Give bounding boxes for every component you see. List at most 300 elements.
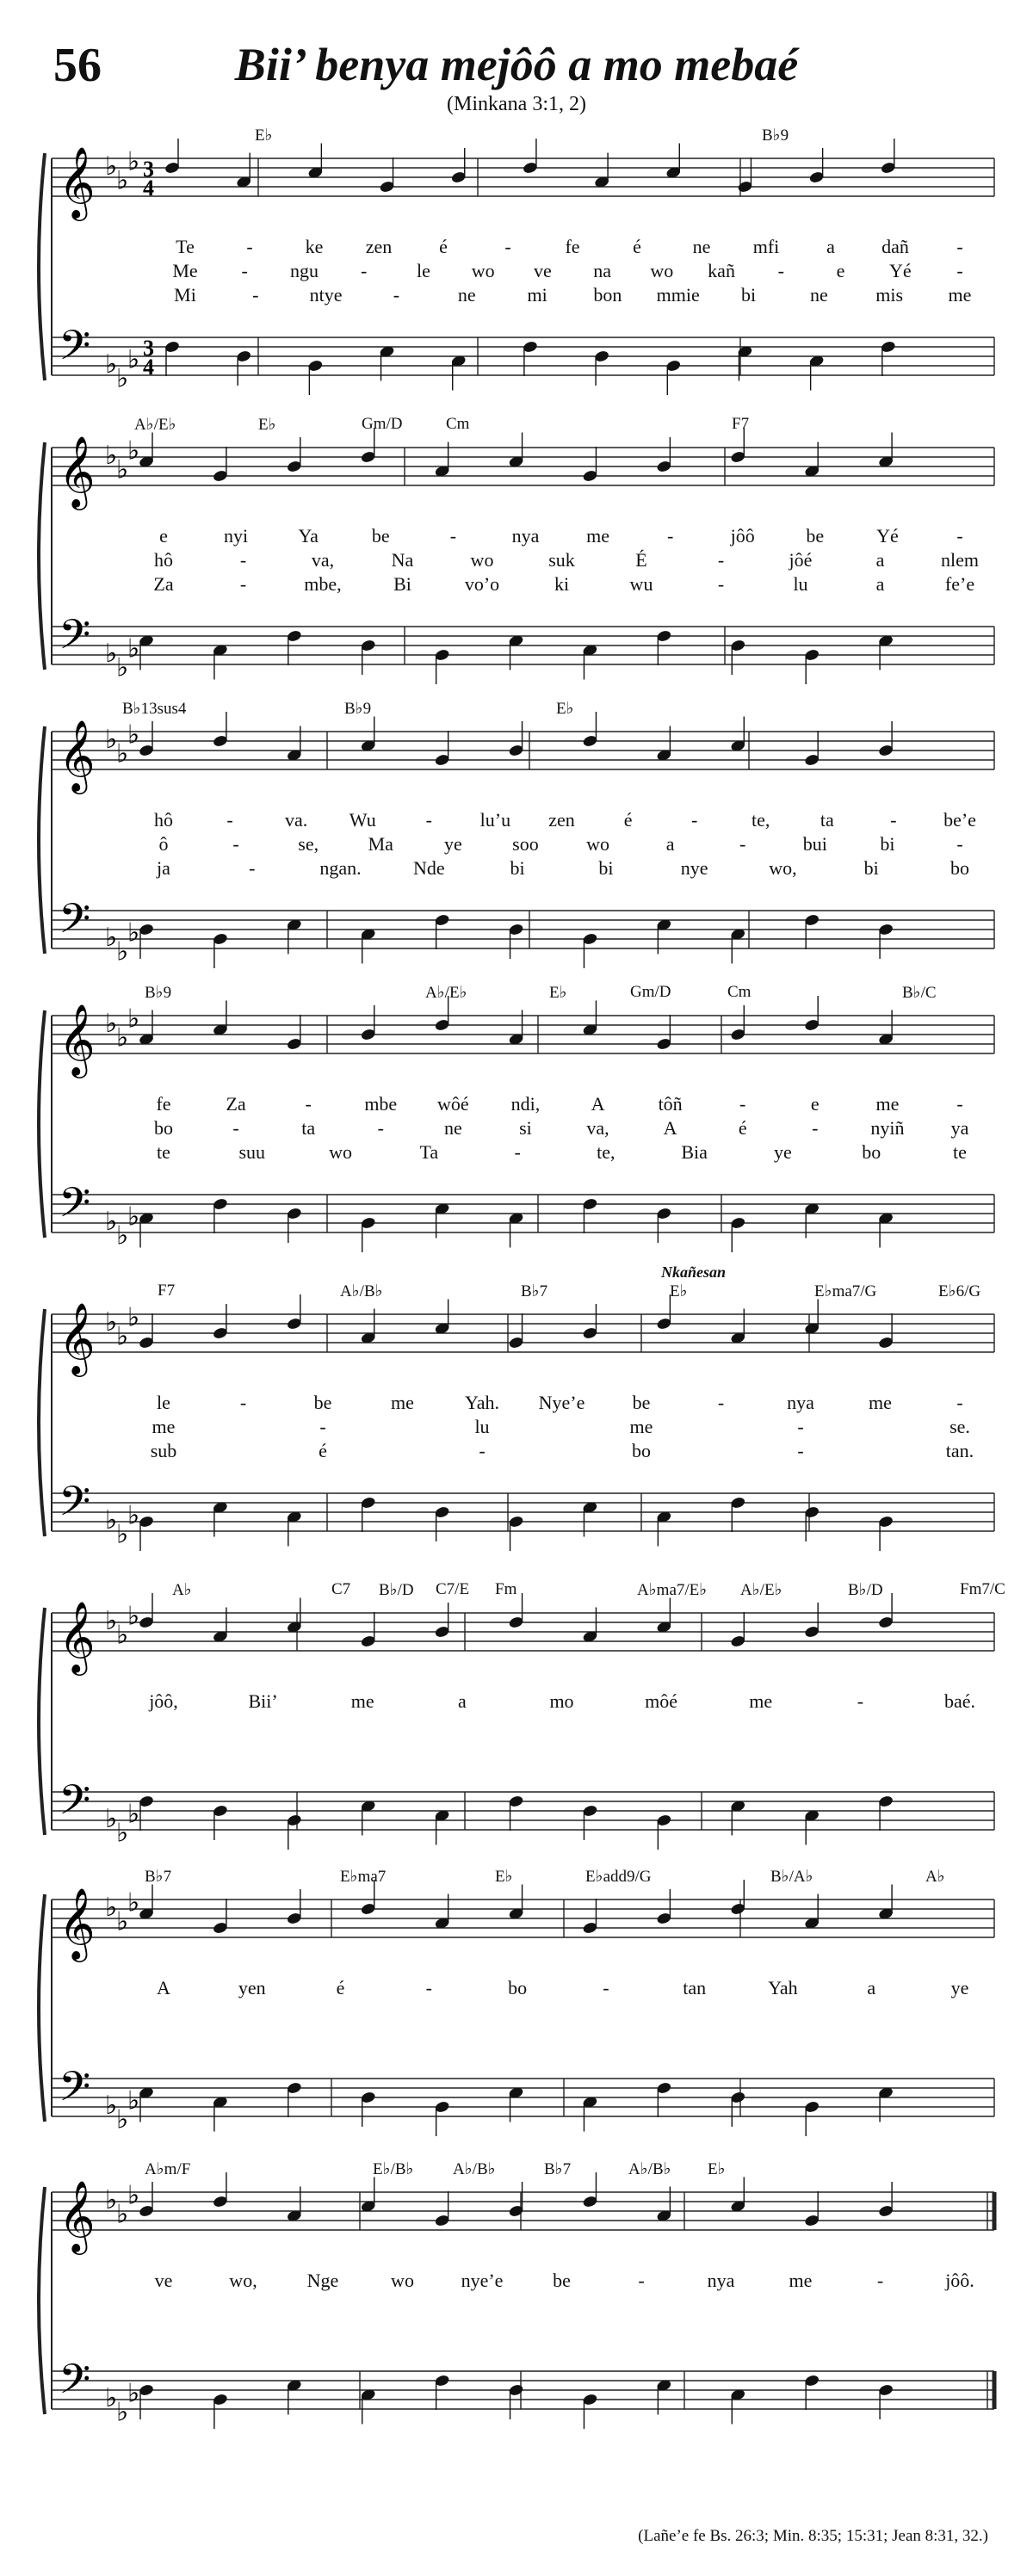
flat-icon: ♭: [116, 1023, 129, 1053]
chord-symbol: C7/E: [436, 1580, 470, 1598]
lyric-syllable: be: [313, 1392, 332, 1413]
chord-symbol: B♭7: [544, 2160, 572, 2178]
lyric-syllable: tan: [683, 1977, 707, 1998]
lyric-syllable: a: [665, 833, 675, 855]
system-7: [39, 1880, 994, 2136]
lyric-syllable: se,: [298, 833, 319, 855]
flat-icon: ♭: [105, 2186, 118, 2215]
chord-symbol: E♭: [549, 984, 567, 1002]
lyric-syllable: ngu: [289, 260, 319, 281]
lyric-syllable: kañ: [708, 260, 735, 281]
lyric-syllable: wo: [329, 1141, 352, 1163]
lyric-syllable: ye: [443, 833, 462, 855]
lyric-syllable: ntye: [309, 284, 343, 306]
hymn-title: Bii’ benya mejôô a mo mebaé: [234, 39, 799, 90]
chord-symbol: E♭add9/G: [585, 1868, 652, 1886]
lyric-syllable: -: [956, 833, 963, 855]
lyric-syllable: Ya: [298, 525, 319, 547]
flat-icon: ♭: [116, 2200, 129, 2229]
flat-icon: ♭: [105, 1208, 118, 1236]
treble-clef-icon: 𝄞: [59, 1003, 96, 1075]
lyric-syllable: wo: [470, 549, 494, 571]
flat-icon: ♭: [127, 2379, 140, 2408]
chord-symbol: C7: [331, 1580, 351, 1598]
lyric-syllable: me: [350, 1690, 374, 1712]
flat-icon: ♭: [127, 1800, 140, 1829]
lyric-syllable: fe: [156, 1093, 171, 1115]
chord-symbol: Gm/D: [630, 983, 671, 1001]
lyric-syllable: -: [232, 1117, 239, 1139]
lyric-syllable: bi: [740, 284, 757, 306]
lyric-syllable: -: [666, 525, 674, 547]
lyric-syllable: a: [875, 573, 885, 595]
footer-references: (Lañe’e fe Bs. 26:3; Min. 8:35; 15:31; Jean 8:31, 32.): [638, 2527, 988, 2545]
lyric-syllable: -: [739, 1093, 746, 1115]
flat-icon: ♭: [105, 924, 118, 952]
lyric-syllable: fe: [565, 236, 580, 257]
lyric-syllable: me: [749, 1690, 773, 1712]
lyric-syllable: se.: [949, 1416, 970, 1437]
chord-symbol: Cm: [727, 983, 752, 1001]
lyric-syllable: wo: [391, 2270, 414, 2291]
flat-icon: ♭: [116, 1819, 129, 1848]
flat-icon: ♭: [127, 1501, 140, 1530]
chord-symbol: Fm7/C: [960, 1580, 1005, 1598]
chord-symbol: Cm: [446, 415, 470, 433]
lyric-syllable: va,: [311, 549, 335, 571]
lyric-syllable: nye: [680, 857, 708, 879]
lyric-syllable: vo’o: [464, 573, 500, 595]
lyric-syllable: Te: [176, 236, 195, 257]
chord-symbol: A♭/E♭: [134, 416, 176, 434]
lyric-syllable: te: [953, 1141, 967, 1163]
lyric-syllable: -: [876, 2270, 884, 2291]
lyric-syllable: -: [239, 1392, 247, 1413]
lyric-syllable: lu: [793, 573, 808, 595]
lyric-syllable: -: [393, 284, 400, 306]
lyric-syllable: lu’u: [479, 809, 511, 831]
lyric-syllable: -: [717, 549, 725, 571]
lyric-syllable: Na: [391, 549, 414, 571]
lyric-syllable: te,: [597, 1141, 615, 1163]
chord-symbol: B♭/D: [848, 1581, 883, 1599]
flat-icon: ♭: [127, 634, 140, 664]
flat-icon: ♭: [105, 442, 118, 470]
flat-icon: ♭: [116, 937, 129, 967]
lyric-syllable: Ma: [368, 833, 393, 855]
treble-clef-icon: 𝄞: [59, 435, 96, 507]
chord-symbol: A♭/E♭: [740, 1581, 782, 1599]
chord-symbol: E♭: [670, 1282, 688, 1300]
lyric-syllable: Bia: [681, 1141, 708, 1163]
chord-symbol: E♭6/G: [938, 1282, 981, 1300]
lyric-syllable: ye: [950, 1977, 969, 1998]
lyric-syllable: si: [519, 1117, 532, 1139]
lyric-syllable: suk: [548, 549, 575, 571]
lyric-syllable: wo,: [769, 857, 797, 879]
lyric-syllable: a: [826, 236, 835, 257]
lyric-syllable: -: [717, 1392, 725, 1413]
chord-symbol: E♭: [708, 2160, 726, 2178]
lyric-syllable: A: [591, 1093, 605, 1115]
chord-symbol: E♭: [255, 127, 273, 145]
chord-symbol: F7: [158, 1282, 176, 1300]
lyric-syllable: bi: [598, 857, 614, 879]
lyric-syllable: e: [836, 260, 845, 281]
treble-clef-icon: 𝄞: [59, 1600, 96, 1672]
flat-icon: ♭: [116, 1322, 129, 1351]
flat-icon: ♭: [105, 1893, 118, 1922]
chord-symbol: E♭ma7/G: [814, 1282, 877, 1300]
lyric-syllable: be: [553, 2270, 571, 2291]
flat-icon: ♭: [116, 455, 129, 485]
chord-symbol: A♭/B♭: [340, 1282, 383, 1300]
flat-icon: ♭: [105, 1607, 118, 1635]
lyric-syllable: -: [361, 260, 368, 281]
lyric-syllable: tan.: [945, 1440, 974, 1461]
lyric-syllable: ngan.: [319, 857, 362, 879]
lyric-syllable: é: [439, 236, 448, 257]
chord-symbol: A♭/B♭: [453, 2160, 496, 2178]
lyric-syllable: -: [504, 236, 511, 257]
bass-clef-icon: 𝄢: [59, 894, 91, 953]
chord-symbol: B♭9: [762, 127, 789, 145]
lyric-syllable: Nye’e: [538, 1392, 585, 1413]
lyric-syllable: -: [603, 1977, 609, 1998]
treble-clef-icon: 𝄞: [59, 145, 96, 218]
lyric-syllable: -: [319, 1416, 326, 1437]
lyric-syllable: -: [246, 236, 253, 257]
lyric-syllable: mbe: [364, 1093, 398, 1115]
flat-icon: ♭: [105, 1010, 118, 1038]
system-2: [39, 428, 994, 684]
bass-clef-icon: 𝄢: [59, 1178, 91, 1237]
lyric-syllable: me: [391, 1392, 414, 1413]
lyric-syllable: é: [623, 809, 633, 831]
treble-clef-icon: 𝄞: [59, 1301, 96, 1374]
lyric-syllable: e: [810, 1093, 820, 1115]
lyric-syllable: Yé: [876, 525, 899, 547]
lyric-syllable: Ta: [419, 1141, 439, 1163]
lyric-syllable: -: [232, 833, 239, 855]
chord-symbol: B♭9: [145, 984, 172, 1002]
lyric-syllable: -: [239, 573, 247, 595]
lyric-syllable: a: [867, 1977, 876, 1998]
lyric-syllable: e: [159, 525, 168, 547]
bass-clef-icon: 𝄢: [59, 2062, 91, 2121]
lyric-syllable: le: [157, 1392, 170, 1413]
lyric-syllable: ke: [305, 236, 324, 257]
treble-clef-icon: 𝄞: [59, 2179, 96, 2252]
chord-symbol: B♭7: [145, 1868, 172, 1886]
lyric-syllable: -: [690, 809, 698, 831]
lyric-syllable: mi: [527, 284, 547, 306]
lyric-syllable: jôô: [730, 525, 755, 547]
flat-icon: ♭: [127, 1202, 140, 1232]
lyric-syllable: Yah.: [465, 1392, 499, 1413]
chord-symbol: Fm: [495, 1580, 517, 1598]
flat-icon: ♭: [116, 2105, 129, 2134]
lyric-syllable: na: [593, 260, 611, 281]
chord-symbol: B♭/A♭: [770, 1868, 813, 1886]
lyric-syllable: ndi,: [510, 1093, 541, 1115]
lyric-syllable: a: [457, 1690, 467, 1712]
lyric-syllable: me: [152, 1416, 176, 1437]
lyric-syllable: me: [789, 2270, 813, 2291]
lyric-syllable: ki: [554, 573, 570, 595]
lyric-syllable: fe’e: [944, 573, 975, 595]
treble-clef-icon: 𝄞: [59, 1887, 96, 1959]
flat-icon: ♭: [116, 653, 129, 683]
lyric-syllable: ta: [820, 809, 834, 831]
chord-symbol: E♭: [495, 1868, 513, 1886]
flat-icon: ♭: [105, 2091, 118, 2120]
lyric-syllable: bui: [802, 833, 827, 855]
lyric-syllable: nyi: [224, 525, 249, 547]
system-1: [39, 139, 994, 395]
lyric-syllable: -: [812, 1117, 819, 1139]
lyric-syllable: -: [305, 1093, 312, 1115]
lyric-syllable: wo: [471, 260, 495, 281]
flat-icon: ♭: [127, 720, 140, 750]
lyric-syllable: suu: [238, 1141, 266, 1163]
flat-icon: ♭: [116, 1621, 129, 1650]
system-4: [39, 996, 994, 1252]
lyric-syllable: Za: [153, 573, 174, 595]
lyric-syllable: bi: [863, 857, 879, 879]
lyric-syllable: zen: [548, 809, 575, 831]
lyric-syllable: jôé: [789, 549, 813, 571]
lyric-syllable: -: [857, 1690, 864, 1712]
hymn-number: 56: [53, 39, 102, 92]
lyric-syllable: mfi: [752, 236, 780, 257]
lyric-syllable: ne: [457, 284, 476, 306]
time-signature-bottom: 4: [143, 355, 154, 380]
lyric-syllable: wôé: [437, 1093, 469, 1115]
flat-icon: ♭: [105, 1805, 118, 1833]
chord-symbol: A♭/B♭: [628, 2160, 671, 2178]
lyric-syllable: va,: [586, 1117, 609, 1139]
lyric-syllable: ye: [774, 1141, 792, 1163]
lyric-syllable: bo: [632, 1440, 651, 1461]
flat-icon: ♭: [127, 345, 140, 374]
lyric-syllable: me: [948, 284, 972, 306]
lyric-syllable: mmie: [656, 284, 700, 306]
lyric-syllable: be: [371, 525, 390, 547]
lyric-syllable: É: [635, 549, 647, 571]
lyric-syllable: jôô,: [149, 1690, 178, 1712]
lyric-syllable: yen: [238, 1977, 266, 1998]
lyric-syllable: Nge: [306, 2270, 339, 2291]
tempo-marking: Nkañesan: [661, 1263, 727, 1281]
lyric-syllable: Bi: [393, 573, 411, 595]
flat-icon: ♭: [127, 1004, 140, 1034]
flat-icon: ♭: [127, 147, 140, 176]
lyric-syllable: bo: [154, 1117, 173, 1139]
lyric-syllable: -: [956, 1392, 963, 1413]
lyric-syllable: Za: [226, 1093, 246, 1115]
lyric-syllable: me: [629, 1416, 653, 1437]
flat-icon: ♭: [127, 436, 140, 466]
flat-icon: ♭: [105, 350, 118, 379]
lyric-syllable: -: [956, 236, 963, 257]
lyric-syllable: nlem: [941, 549, 979, 571]
lyric-syllable: -: [890, 809, 897, 831]
lyric-syllable: me: [875, 1093, 900, 1115]
lyric-syllable: jôô.: [945, 2270, 974, 2291]
lyric-syllable: be’e: [943, 809, 976, 831]
lyric-syllable: -: [377, 1117, 384, 1139]
lyric-syllable: -: [514, 1141, 521, 1163]
flat-icon: ♭: [116, 1907, 129, 1937]
flat-icon: ♭: [105, 152, 118, 181]
lyric-syllable: -: [449, 525, 457, 547]
lyric-syllable: A: [663, 1117, 677, 1139]
chord-symbol: A♭: [925, 1868, 945, 1886]
flat-icon: ♭: [116, 739, 129, 769]
lyric-syllable: wo: [650, 260, 674, 281]
chord-symbol: B♭9: [344, 700, 372, 718]
bass-clef-icon: 𝄢: [59, 1776, 91, 1834]
chord-symbol: A♭: [172, 1581, 192, 1599]
system-8: [39, 2172, 994, 2429]
flat-icon: ♭: [127, 1602, 140, 1631]
bass-clef-icon: 𝄢: [59, 610, 91, 669]
lyric-syllable: ne: [809, 284, 828, 306]
lyric-syllable: te,: [752, 809, 770, 831]
lyric-syllable: mbe,: [304, 573, 342, 595]
chord-symbol: B♭7: [521, 1282, 548, 1300]
bass-clef-icon: 𝄢: [59, 321, 91, 380]
lyric-syllable: nyiñ: [870, 1117, 905, 1139]
lyric-syllable: nya: [511, 525, 540, 547]
flat-icon: ♭: [127, 1303, 140, 1332]
lyric-syllable: -: [425, 809, 432, 831]
lyric-syllable: -: [797, 1440, 804, 1461]
lyric-syllable: wo,: [229, 2270, 257, 2291]
lyric-syllable: nye’e: [461, 2270, 504, 2291]
lyric-syllable: Yé: [888, 260, 912, 281]
lyric-syllable: me: [586, 525, 609, 547]
flat-icon: ♭: [127, 918, 140, 948]
system-3: [39, 712, 994, 968]
chord-symbol: Gm/D: [362, 415, 403, 433]
time-signature-top: 3: [143, 336, 154, 361]
system-5: [39, 1294, 994, 1551]
lyric-syllable: dañ: [881, 236, 909, 257]
chord-symbol: B♭/C: [902, 984, 937, 1002]
lyric-syllable: môé: [645, 1690, 678, 1712]
lyric-syllable: a: [875, 549, 885, 571]
lyric-syllable: lu: [474, 1416, 490, 1437]
lyric-syllable: Mi: [174, 284, 196, 306]
lyric-syllable: baé.: [943, 1690, 976, 1712]
lyric-syllable: bi: [510, 857, 525, 879]
lyric-syllable: te: [157, 1141, 170, 1163]
chord-symbol: E♭: [556, 700, 574, 718]
bass-clef-icon: 𝄢: [59, 2355, 91, 2413]
chord-symbol: E♭/B♭: [373, 2160, 414, 2178]
lyric-syllable: ô: [158, 833, 169, 855]
lyric-syllable: -: [797, 1416, 804, 1437]
lyric-syllable: -: [249, 857, 256, 879]
bass-clef-icon: 𝄢: [59, 1477, 91, 1535]
lyric-syllable: é: [738, 1117, 747, 1139]
time-signature-bottom: 4: [143, 176, 154, 201]
flat-icon: ♭: [127, 2086, 140, 2116]
lyric-syllable: é: [633, 236, 641, 257]
lyric-syllable: wu: [629, 573, 653, 595]
flat-icon: ♭: [105, 2384, 118, 2412]
lyric-syllable: A: [157, 1977, 170, 1998]
chord-symbol: A♭m/F: [145, 2160, 191, 2178]
lyric-syllable: mo: [549, 1690, 574, 1712]
lyric-syllable: nya: [787, 1392, 814, 1413]
lyric-syllable: ta: [301, 1117, 316, 1139]
lyric-syllable: -: [479, 1440, 486, 1461]
lyric-syllable: sub: [150, 1440, 177, 1461]
lyric-syllable: -: [638, 2270, 645, 2291]
lyric-syllable: é: [319, 1440, 327, 1461]
lyric-syllable: me: [869, 1392, 892, 1413]
chord-symbol: B♭13sus4: [122, 700, 187, 718]
lyric-syllable: be: [806, 525, 825, 547]
time-signature-top: 3: [143, 157, 154, 182]
lyric-syllable: Me: [172, 260, 198, 281]
lyric-syllable: -: [956, 525, 963, 547]
flat-icon: ♭: [127, 1888, 140, 1918]
lyric-syllable: Yah: [768, 1977, 798, 1998]
flat-icon: ♭: [127, 2181, 140, 2210]
lyric-syllable: ne: [692, 236, 711, 257]
flat-icon: ♭: [116, 2398, 129, 2427]
chord-symbol: E♭ma7: [340, 1868, 387, 1886]
system-6: [39, 1593, 994, 1850]
lyric-syllable: -: [239, 549, 247, 571]
lyric-syllable: ja: [157, 857, 170, 879]
lyric-syllable: bo: [950, 857, 969, 879]
flat-icon: ♭: [105, 1308, 118, 1337]
lyric-syllable: -: [777, 260, 784, 281]
flat-icon: ♭: [105, 726, 118, 754]
flat-icon: ♭: [116, 364, 129, 393]
chord-symbol: A♭/E♭: [425, 984, 467, 1002]
lyric-syllable: -: [241, 260, 248, 281]
lyric-syllable: mis: [875, 284, 904, 306]
lyric-syllable: bo: [508, 1977, 528, 1998]
lyric-syllable: le: [416, 260, 430, 281]
lyric-syllable: -: [717, 573, 725, 595]
flat-icon: ♭: [116, 1221, 129, 1251]
flat-icon: ♭: [116, 166, 129, 195]
lyric-syllable: Bii’: [248, 1690, 278, 1712]
flat-icon: ♭: [116, 1520, 129, 1549]
lyric-syllable: bon: [593, 284, 622, 306]
lyric-syllable: hô: [154, 809, 173, 831]
treble-clef-icon: 𝄞: [59, 719, 96, 791]
lyric-syllable: ya: [950, 1117, 969, 1139]
chord-symbol: F7: [732, 415, 750, 433]
flat-icon: ♭: [105, 1506, 118, 1535]
lyric-syllable: soo: [512, 833, 539, 855]
lyric-syllable: va.: [285, 809, 308, 831]
lyric-syllable: -: [252, 284, 259, 306]
lyric-syllable: -: [956, 260, 963, 281]
lyric-syllable: é: [336, 1977, 345, 1998]
lyric-syllable: ve: [533, 260, 552, 281]
lyric-syllable: -: [425, 1977, 432, 1998]
chord-symbol: E♭: [258, 416, 276, 434]
